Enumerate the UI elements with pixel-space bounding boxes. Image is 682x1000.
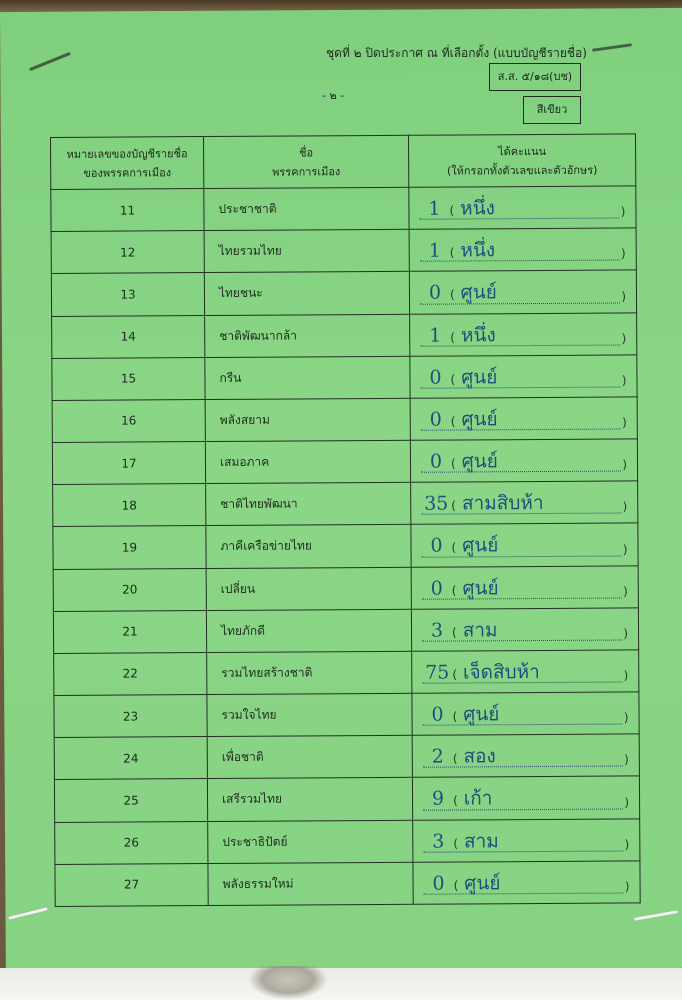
- score-number: 0: [432, 872, 445, 895]
- party-number: 20: [53, 568, 206, 611]
- header-line: ได้คะแนน: [498, 144, 547, 158]
- score-words: หนึ่ง: [460, 197, 495, 220]
- dotted-entry-line: [420, 344, 620, 346]
- dotted-entry-line: [421, 471, 621, 473]
- party-number: 16: [52, 399, 205, 442]
- score-cell: [410, 312, 637, 356]
- party-name: ภาคีเครือข่ายไทย: [206, 525, 411, 568]
- dotted-entry-line: [421, 386, 621, 388]
- table-row: [55, 818, 640, 864]
- party-name: ไทยรวมไทย: [204, 229, 409, 272]
- table-header-row: [51, 134, 636, 190]
- party-name: กรีน: [205, 356, 410, 399]
- score-cell: [409, 270, 636, 314]
- open-paren: (: [450, 456, 456, 471]
- score-cell: [411, 481, 638, 525]
- table-row: [51, 228, 636, 274]
- close-paren: ): [621, 373, 627, 388]
- score-cell: [413, 861, 640, 905]
- score-words: ศูนย์: [464, 872, 501, 895]
- close-paren: ): [624, 837, 630, 852]
- table-row: [53, 481, 638, 527]
- close-paren: ): [622, 499, 628, 514]
- handwritten-score: [422, 656, 628, 685]
- party-number: 25: [54, 779, 207, 822]
- score-cell: [411, 523, 638, 567]
- open-paren: (: [449, 203, 455, 218]
- dotted-entry-line: [420, 260, 620, 262]
- open-paren: (: [449, 245, 455, 260]
- score-words: ศูนย์: [462, 576, 499, 600]
- open-paren: (: [449, 287, 455, 302]
- dotted-entry-line: [423, 766, 623, 768]
- score-words: ศูนย์: [460, 281, 497, 304]
- score-number: 3: [432, 830, 445, 853]
- dotted-entry-line: [420, 302, 620, 304]
- score-words: สามสิบห้า: [461, 492, 544, 515]
- handwritten-score: [423, 741, 629, 770]
- score-cell: [411, 565, 638, 609]
- score-words: เจ็ดสิบห้า: [462, 660, 540, 684]
- open-paren: (: [452, 709, 458, 724]
- color-label-box: สีเขียว: [523, 96, 581, 124]
- open-paren: (: [452, 751, 458, 766]
- party-number: 14: [52, 315, 205, 358]
- score-cell: [412, 776, 639, 820]
- handwritten-score: [421, 403, 627, 432]
- party-name: เสมอภาค: [205, 440, 410, 483]
- score-words: หนึ่ง: [460, 323, 496, 347]
- party-number: 26: [55, 821, 208, 864]
- dotted-entry-line: [423, 808, 623, 810]
- table-row: [52, 312, 637, 358]
- table-row: [52, 355, 637, 401]
- score-cell: [410, 355, 637, 399]
- score-number: 0: [431, 703, 444, 726]
- table-row: [53, 608, 638, 654]
- close-paren: ): [622, 457, 628, 472]
- handwritten-score: [421, 446, 627, 475]
- header-line: หมายเลขของบัญชีรายชื่อ: [66, 146, 188, 161]
- handwritten-score: [422, 699, 628, 728]
- table-row: [52, 397, 637, 443]
- score-words: สาม: [463, 829, 499, 853]
- header-line: (ให้กรอกทั้งตัวเลขและตัวอักษร): [446, 163, 598, 178]
- score-number: 0: [429, 450, 443, 473]
- open-paren: (: [451, 540, 457, 555]
- score-number: 0: [429, 366, 442, 389]
- party-name: เสรีรวมไทย: [207, 778, 412, 821]
- close-paren: ): [622, 415, 627, 430]
- dotted-entry-line: [423, 850, 623, 852]
- close-paren: ): [623, 584, 628, 599]
- score-words: ศูนย์: [461, 450, 498, 473]
- close-paren: ): [624, 752, 629, 767]
- dotted-entry-line: [421, 429, 621, 431]
- party-number: 11: [51, 189, 204, 232]
- table-row: [54, 734, 639, 780]
- score-number: 0: [429, 408, 442, 431]
- score-number: 35: [424, 492, 449, 515]
- score-cell: [409, 228, 636, 272]
- table-row: [53, 523, 638, 569]
- open-paren: (: [453, 793, 458, 808]
- table-row: [54, 692, 639, 738]
- col-party-number-header: [51, 137, 204, 190]
- score-words: เก้า: [463, 787, 493, 810]
- dotted-entry-line: [420, 218, 620, 220]
- close-paren: ): [622, 542, 628, 557]
- dotted-entry-line: [422, 639, 622, 641]
- party-name: ไทยชนะ: [204, 272, 409, 315]
- white-sheet-below: [0, 968, 682, 1000]
- close-paren: ): [621, 331, 627, 346]
- party-number: 23: [54, 695, 207, 738]
- handwritten-score: [422, 572, 628, 601]
- open-paren: (: [451, 583, 457, 598]
- party-name: ชาติพัฒนากล้า: [205, 314, 410, 357]
- party-name: ประชาธิปัตย์: [208, 820, 413, 863]
- open-paren: (: [450, 414, 456, 429]
- party-name: พลังธรรมใหม่: [208, 862, 413, 906]
- score-number: 0: [428, 281, 442, 305]
- table-row: [54, 776, 639, 822]
- score-words: สอง: [463, 745, 496, 768]
- party-number: 27: [55, 863, 208, 906]
- close-paren: ): [620, 204, 626, 219]
- handwritten-score: [420, 277, 626, 306]
- dotted-entry-line: [422, 597, 622, 599]
- col-score-header: [408, 134, 635, 187]
- party-number: 19: [53, 526, 206, 569]
- close-paren: ): [624, 879, 630, 894]
- table-row: [52, 439, 637, 485]
- close-paren: ): [620, 246, 626, 261]
- handwritten-score: [423, 867, 629, 897]
- party-number: 13: [51, 273, 204, 316]
- handwritten-score: [420, 319, 626, 348]
- open-paren: (: [453, 878, 459, 893]
- score-number: 1: [428, 239, 441, 262]
- party-number: 12: [51, 231, 204, 274]
- score-number: 75: [425, 661, 450, 684]
- party-number: 18: [53, 484, 206, 527]
- header-line: ของพรรคการเมือง: [83, 165, 172, 180]
- dotted-entry-line: [423, 724, 623, 726]
- score-words: ศูนย์: [463, 703, 500, 726]
- score-number: 1: [429, 324, 442, 347]
- party-number: 21: [53, 610, 206, 653]
- party-number: 24: [54, 737, 207, 780]
- handwritten-score: [421, 488, 627, 517]
- score-cell: [412, 734, 639, 778]
- score-words: หนึ่ง: [460, 239, 496, 262]
- open-paren: (: [450, 330, 455, 345]
- close-paren: ): [624, 795, 630, 810]
- party-name: ประชาชาติ: [204, 187, 409, 230]
- table-row: [51, 270, 636, 316]
- close-paren: ): [623, 668, 629, 683]
- score-cell: [410, 439, 637, 483]
- score-words: สาม: [462, 618, 498, 642]
- form-code-box: ส.ส. ๕/๑๘(บช): [489, 63, 581, 91]
- open-paren: (: [451, 625, 457, 640]
- table-row: [55, 861, 640, 907]
- score-cell: [412, 650, 639, 694]
- handwritten-score: [422, 614, 628, 643]
- score-cell: [413, 818, 640, 862]
- score-cell: [411, 608, 638, 652]
- page-number: - ๒ -: [322, 89, 345, 102]
- score-number: 1: [428, 197, 441, 220]
- dotted-entry-line: [422, 555, 622, 557]
- dotted-entry-line: [424, 893, 624, 895]
- score-number: 2: [431, 745, 444, 768]
- party-name: รวมไทยสร้างชาติ: [207, 651, 412, 694]
- open-paren: (: [453, 836, 459, 851]
- table-row: [51, 186, 636, 232]
- close-paren: ): [623, 710, 629, 725]
- handwritten-score: [421, 530, 627, 559]
- header-line: ชื่อ: [299, 145, 314, 159]
- party-number: 15: [52, 357, 205, 400]
- score-number: 0: [430, 534, 443, 558]
- handwritten-score: [423, 783, 629, 812]
- handwritten-score: [419, 192, 625, 221]
- open-paren: (: [450, 372, 456, 387]
- handwritten-score: [423, 825, 629, 854]
- close-paren: ): [621, 289, 627, 304]
- party-number: 22: [54, 652, 207, 695]
- party-number: 17: [52, 442, 205, 485]
- col-party-name-header: [204, 135, 409, 188]
- score-cell: [412, 692, 639, 736]
- party-name: ชาติไทยพัฒนา: [206, 483, 411, 526]
- party-name: รวมใจไทย: [207, 693, 412, 736]
- score-words: ศูนย์: [461, 408, 498, 431]
- close-paren: ): [623, 626, 629, 641]
- score-number: 9: [431, 788, 445, 811]
- table-row: [54, 650, 639, 696]
- score-words: ศูนย์: [461, 365, 498, 389]
- open-paren: (: [452, 667, 458, 682]
- score-words: ศูนย์: [462, 534, 499, 557]
- handwritten-score: [420, 361, 626, 390]
- score-cell: [409, 186, 636, 230]
- party-name: พลังสยาม: [205, 398, 410, 441]
- header-line: พรรคการเมือง: [272, 164, 341, 179]
- handwritten-score: [420, 235, 626, 264]
- score-number: 3: [430, 619, 444, 642]
- score-number: 0: [430, 577, 443, 600]
- form-title: ชุดที่ ๒ ปิดประกาศ ณ ที่เลือกตั้ง (แบบบัญชีรายชื่อ): [326, 46, 587, 60]
- garuda-emblem-icon: [248, 966, 328, 1000]
- party-name: เพื่อชาติ: [207, 736, 412, 779]
- score-cell: [410, 397, 637, 441]
- open-paren: (: [451, 498, 456, 513]
- party-name: ไทยภักดี: [206, 609, 411, 652]
- table-row: [53, 565, 638, 611]
- party-name: เปลี่ยน: [206, 567, 411, 610]
- vote-count-table: [50, 133, 641, 907]
